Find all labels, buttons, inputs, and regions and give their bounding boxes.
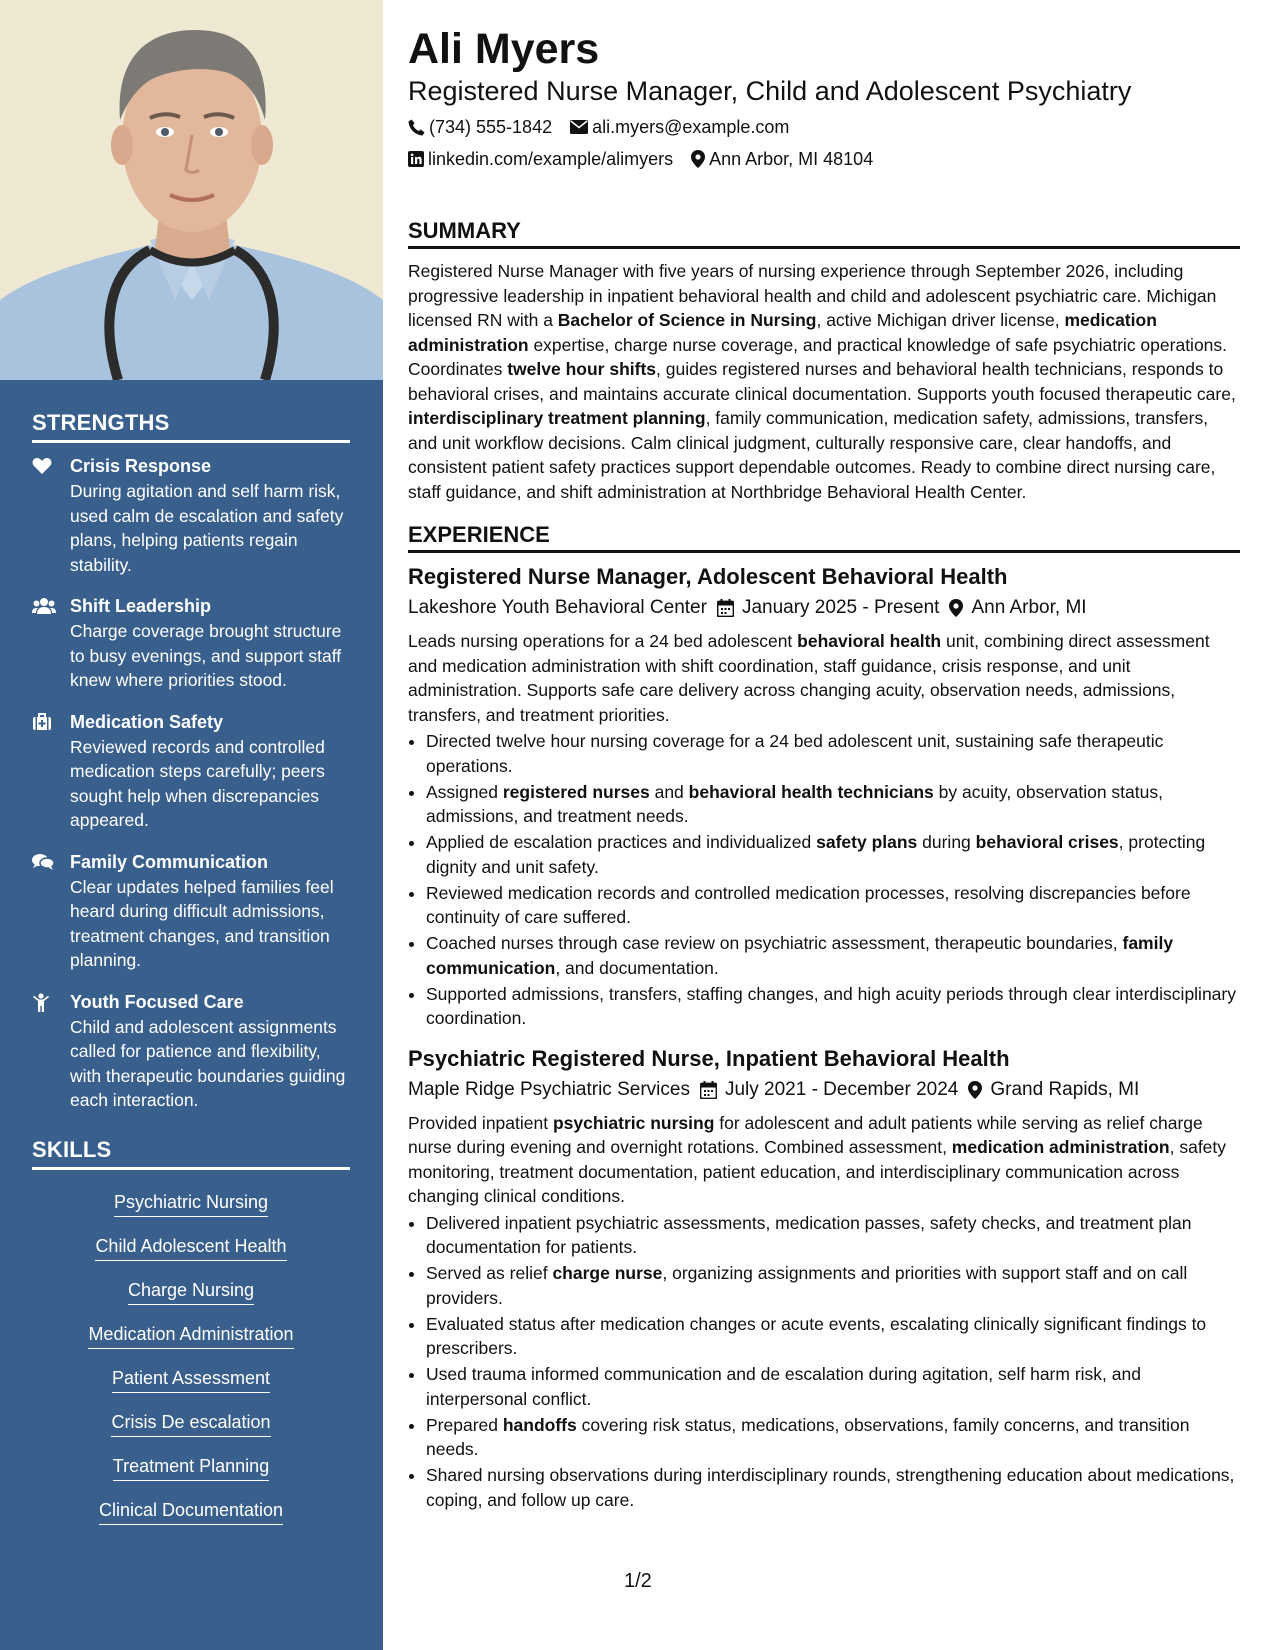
summary-text: Registered Nurse Manager with five years of nursing experience through September 2026, including progressive leadership in inpatient behavioral health and child and adolescent psychiatric care. Michigan licensed RN with a Bachelor of Science in Nursing, active Michigan driver license, medication administration expertise, charge nurse coverage, and practical knowledge of safe psychiatric operations. Coordinates twelve hour shifts, guides registered nurses and behavioral health technicians, responds to behavioral crises, and maintains accurate clinical documentation. Supports youth focused therapeutic care, interdisciplinary treatment planning, family communication, medication safety, admissions, transfers, and unit workflow decisions. Calm clinical judgment, culturally responsive care, clear handoffs, and consistent patient safety practices support dependable outcomes. Ready to combine direct nursing care, staff guidance, and shift administration at Northbridge Behavioral Health Center. bbox=[408, 261, 1236, 502]
strength-description: Reviewed records and controlled medication steps carefully; peers sought help when discrepancies appeared. bbox=[70, 736, 325, 830]
strengths-heading: STRENGTHS bbox=[32, 410, 350, 443]
skill-item: Patient Assessment bbox=[112, 1366, 270, 1393]
job-location bbox=[968, 1077, 1139, 1103]
contact-linkedin[interactable] bbox=[408, 146, 673, 172]
candidate-name: Ali Myers bbox=[408, 25, 600, 73]
skill-item: Medication Administration bbox=[88, 1322, 293, 1349]
calendar-icon bbox=[700, 1081, 717, 1099]
strength-item bbox=[32, 711, 350, 833]
strength-title: Medication Safety bbox=[70, 711, 224, 732]
strength-title: Family Communication bbox=[70, 851, 269, 872]
skill-item: Child Adolescent Health bbox=[95, 1234, 286, 1261]
experience-heading: EXPERIENCE bbox=[408, 522, 1240, 553]
contact-email[interactable] bbox=[570, 114, 789, 140]
job-company: Lakeshore Youth Behavioral Center bbox=[408, 597, 707, 618]
job-dates-text: January 2025 - Present bbox=[741, 597, 940, 618]
strength-description: Charge coverage brought structure to busy evenings, and support staff knew where priorities stood. bbox=[70, 621, 342, 690]
child-icon bbox=[32, 993, 50, 1013]
job-dates bbox=[717, 595, 940, 621]
job-location-text: Grand Rapids, MI bbox=[990, 1078, 1140, 1100]
strength-item bbox=[32, 595, 350, 693]
job-intro: Leads nursing operations for a 24 bed adolescent behavioral health unit, combining direct assessment and medication administration with shift coordination, staff guidance, crisis response, and unit administration. Supports safe care delivery across changing acuity, observation needs, admissions, transfers, and treatment priorities. bbox=[408, 631, 1210, 725]
job-bullet: • Assigned registered nurses and behavioral health technicians by acuity, observation status, admissions, and treatment needs. bbox=[426, 780, 1240, 829]
job-bullet: • Delivered inpatient psychiatric assessments, medication passes, safety checks, and treatment plan documentation for patients. bbox=[426, 1211, 1240, 1260]
location-text: Ann Arbor, MI 48104 bbox=[709, 149, 874, 169]
job-bullet: • Served as relief charge nurse, organizing assignments and priorities with support staff and on call providers. bbox=[426, 1261, 1240, 1310]
job-title: Registered Nurse Manager, Adolescent Behavioral Health bbox=[408, 564, 1008, 589]
contact-phone bbox=[408, 114, 552, 140]
strength-title: Crisis Response bbox=[70, 456, 212, 476]
skill-item: Psychiatric Nursing bbox=[114, 1190, 268, 1217]
job-entry bbox=[408, 563, 1240, 1031]
job-bullet: • Prepared handoffs covering risk status, medications, observations, family concerns, and transition needs. bbox=[426, 1413, 1240, 1462]
profile-photo-illustration bbox=[0, 0, 383, 380]
job-bullet: • Used trauma informed communication and de escalation during agitation, self harm risk, and interpersonal conflict. bbox=[426, 1362, 1240, 1411]
contact-location bbox=[691, 146, 873, 172]
skill-item: Clinical Documentation bbox=[99, 1498, 283, 1525]
job-meta bbox=[408, 1077, 1240, 1103]
medical-kit-icon bbox=[32, 713, 52, 731]
skill-item: Crisis De escalation bbox=[111, 1410, 270, 1437]
page-number: 1/2 bbox=[624, 1570, 652, 1592]
job-entry bbox=[408, 1045, 1240, 1513]
phone-icon bbox=[408, 119, 425, 136]
job-bullet: • Directed twelve hour nursing coverage for a 24 bed adolescent unit, sustaining safe therapeutic operations. bbox=[426, 729, 1240, 778]
map-marker-icon bbox=[949, 599, 963, 617]
job-location bbox=[949, 595, 1086, 621]
job-bullet: • Applied de escalation practices and individualized safety plans during behavioral crises, protecting dignity and unit safety. bbox=[426, 830, 1240, 879]
profile-photo bbox=[0, 0, 383, 380]
contact-row bbox=[408, 114, 1240, 140]
job-bullet: • Coached nurses through case review on psychiatric assessment, therapeutic boundaries, family communication, and documentation. bbox=[426, 931, 1240, 980]
sidebar-content bbox=[32, 410, 350, 1534]
map-marker-icon bbox=[691, 150, 705, 168]
calendar-icon bbox=[717, 599, 734, 617]
phone-text: (734) 555-1842 bbox=[429, 117, 553, 137]
job-company: Maple Ridge Psychiatric Services bbox=[408, 1078, 690, 1100]
strength-title: Youth Focused Care bbox=[70, 991, 244, 1012]
email-link[interactable]: ali.myers@example.com bbox=[592, 117, 790, 137]
linkedin-link[interactable]: linkedin.com/example/alimyers bbox=[428, 149, 674, 169]
comments-icon bbox=[32, 853, 54, 871]
strength-description: Child and adolescent assignments called for patience and flexibility, with therapeutic boundaries guiding each interaction. bbox=[70, 1016, 346, 1110]
strength-title: Shift Leadership bbox=[70, 596, 212, 616]
skill-item: Treatment Planning bbox=[113, 1454, 269, 1481]
envelope-icon bbox=[570, 120, 588, 134]
strength-description: During agitation and self harm risk, used calm de escalation and safety plans, helping patients regain stability. bbox=[70, 481, 344, 575]
skills-heading: SKILLS bbox=[32, 1137, 350, 1170]
strength-item bbox=[32, 455, 350, 577]
job-bullet: • Supported admissions, transfers, staffing changes, and high acuity periods through clear interdisciplinary coordination. bbox=[426, 982, 1240, 1031]
main-content bbox=[408, 24, 1240, 1514]
job-bullet: • Reviewed medication records and controlled medication processes, resolving discrepancies before continuity of care suffered. bbox=[426, 881, 1240, 930]
strength-item bbox=[32, 851, 350, 973]
job-bullets bbox=[408, 1211, 1240, 1513]
strength-description: Clear updates helped families feel heard during difficult admissions, treatment changes, and transition planning. bbox=[70, 876, 334, 970]
summary-heading: SUMMARY bbox=[408, 218, 1240, 249]
skill-item: Charge Nursing bbox=[128, 1278, 254, 1305]
job-intro: Provided inpatient psychiatric nursing for adolescent and adult patients while serving as relief charge nurse during evening and overnight rotations. Combined assessment, medication administration, safety monitoring, treatment documentation, patient education, and interdisciplinary communication across changing clinical conditions. bbox=[408, 1112, 1227, 1206]
candidate-title: Registered Nurse Manager, Child and Adolescent Psychiatry bbox=[408, 76, 1132, 106]
job-meta bbox=[408, 595, 1240, 621]
job-bullet: • Shared nursing observations during interdisciplinary rounds, strengthening education about medications, coping, and follow up care. bbox=[426, 1463, 1240, 1512]
heart-icon bbox=[32, 457, 52, 475]
job-dates bbox=[700, 1077, 958, 1103]
linkedin-icon bbox=[408, 151, 424, 167]
job-dates-text: July 2021 - December 2024 bbox=[724, 1078, 959, 1100]
sidebar bbox=[0, 0, 383, 1650]
job-title: Psychiatric Registered Nurse, Inpatient Behavioral Health bbox=[408, 1045, 1010, 1071]
job-bullet: • Evaluated status after medication changes or acute events, escalating clinically significant findings to prescribers. bbox=[426, 1312, 1240, 1361]
map-marker-icon bbox=[968, 1081, 982, 1099]
experience-section bbox=[408, 522, 1240, 1512]
job-location-text: Ann Arbor, MI bbox=[971, 597, 1087, 618]
strength-item bbox=[32, 991, 350, 1113]
contact-row bbox=[408, 146, 1240, 172]
skill-list bbox=[32, 1182, 350, 1534]
users-icon bbox=[32, 597, 56, 615]
job-bullets bbox=[408, 729, 1240, 1031]
summary-section bbox=[408, 218, 1240, 504]
